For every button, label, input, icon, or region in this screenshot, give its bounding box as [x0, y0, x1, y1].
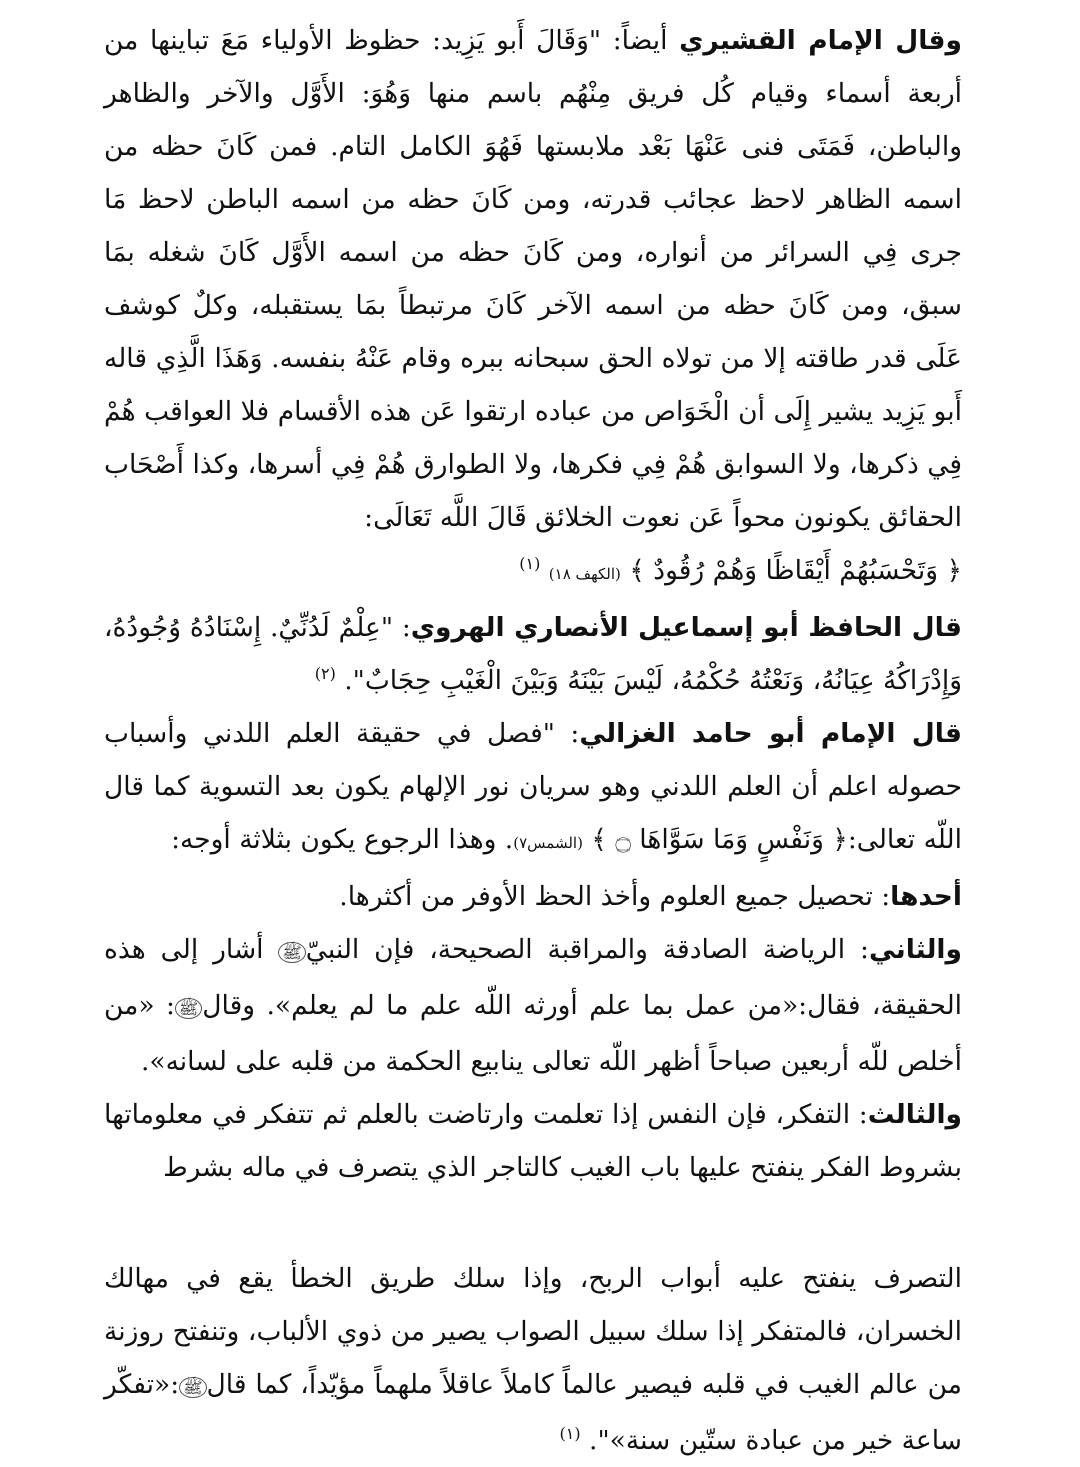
first-lead: أحدها — [890, 881, 962, 912]
third-text: : التفكر، فإن النفس إذا تعلمت وارتاضت بالعلم ثم تتفكر في معلوماتها بشروط الفكر ينفتح عليها باب الغيب كالتاجر الذي يتصرف في ماله بشرط — [104, 1099, 962, 1183]
salutation-icon: ﷺ — [278, 942, 305, 963]
salutation-icon: ﷺ — [175, 998, 202, 1019]
second-text-a: : الرياضة الصادقة والمراقبة الصحيحة، فإن النبيّ — [305, 934, 869, 965]
third-way-paragraph — [104, 1088, 962, 1194]
second-way-paragraph — [104, 923, 962, 1088]
first-way-paragraph — [104, 870, 962, 923]
harawi-text: : "عِلْمٌ لَدُنِّيٌ. إِسْنَادُهُ وُجُودُهُ، وَإِدْرَاكُهُ عِيَانُهُ، وَنَعْتُهُ حُكْمُهُ، لَيْسَ بَيْنَهُ وَبَيْنَ الْغَيْبِ حِجَابٌ". — [104, 612, 962, 696]
kahf-verse-ref: (الكهف ١٨) — [548, 565, 621, 583]
ghazali-lead: قال الإمام أبو حامد الغزالي — [579, 718, 963, 749]
ghazali-after: . وهذا الرجوع يكون بثلاثة أوجه: — [171, 824, 514, 855]
shams-verse: ﴿ وَنَفْسٍ وَمَا سَوَّاهَا ۝ ﴾ — [591, 824, 848, 855]
harawi-lead: قال الحافظ أبو إسماعيل الأنصاري الهروي — [410, 612, 962, 643]
continuation-text-a: التصرف ينفتح عليه أبواب الربح، وإذا سلك طريق الخطأ يقع في مهالك الخسران، فالمتفكر إذا سلك سبيل الصواب يصير من ذوي الألباب، وتنفتح روزنة من عالم الغيب في قلبه فيصير عالماً كاملاً عاقلاً ملهماً مؤيّداً، كما قال — [104, 1263, 962, 1400]
ghazali-paragraph — [104, 707, 962, 870]
shams-verse-ref: (الشمس٧) — [513, 834, 583, 852]
third-lead: والثالث — [867, 1099, 962, 1130]
kahf-verse: ﴿ وَتَحْسَبُهُمْ أَيْقَاظًا وَهُمْ رُقُودٌ ﴾ — [629, 555, 962, 586]
qushayri-footnote: (١) — [519, 554, 541, 574]
second-text-c: : «من أخلص للّه أربعين صباحاً أظهر اللّه تعالى ينابيع الحكمة من قلبه على لسانه». — [104, 990, 962, 1077]
qushayri-lead: وقال الإمام القشيري — [679, 25, 963, 56]
continuation-footnote: (١) — [559, 1424, 581, 1444]
continuation-text-b: :«تفكّر ساعة خير من عبادة ستّين سنة»". — [104, 1369, 962, 1456]
second-lead: والثاني — [868, 934, 962, 965]
second-text-b: أشار إلى هذه الحقيقة، فقال:«من عمل بما علم أورثه اللّه علم ما لم يعلم». وقال — [104, 934, 963, 1021]
ghazali-text: : "فصل في حقيقة العلم اللدني وأسباب حصوله اعلم أن العلم اللدني وهو سريان نور الإلهام يكون بعد التسوية كما قال اللّه تعالى: — [104, 718, 962, 855]
first-text: : تحصيل جميع العلوم وأخذ الحظ الأوفر من أكثرها. — [339, 881, 891, 912]
salutation-icon: ﷺ — [179, 1377, 206, 1398]
qushayri-paragraph — [104, 14, 962, 601]
harawi-paragraph — [104, 601, 962, 707]
qushayri-text: أيضاً: "وَقَالَ أَبو يَزِيد: حظوظ الأولياء مَعَ تباينها من أربعة أسماء وقيام كُل فريق مِنْهُم باسم منها وَهُوَ: الأَوَّل والآخر والظاهر والباطن، فَمَتَى فنى عَنْهَا بَعْد ملابستها فَهُوَ الكامل التام. فمن كَانَ حظه من اسمه الظاهر لاحظ عجائب قدرته، ومن كَانَ حظه من اسمه الباطن لاحظ مَا جرى فِي السرائر من أنواره، ومن كَانَ حظه من اسمه الأَوَّل كَانَ شغله بمَا سبق، ومن كَانَ حظه من اسمه الآخر كَانَ مرتبطاً بمَا يستقبله، وكلٌ كوشف عَلَى قدر طاقته إلا من تولاه الحق سبحانه ببره وقام عَنْهُ بنفسه. وَهَذَا الَّذِي قاله أَبو يَزِيد يشير إِلَى أن الْخَوَاص من عباده ارتقوا عَن هذه الأقسام فلا العواقب هُمْ فِي ذكرها، ولا السوابق هُمْ فِي فكرها، ولا الطوارق هُمْ فِي أسرها، وكذا أَصْحَاب الحقائق يكونون محواً عَن نعوت الخلائق قَالَ اللَّه تَعَالَى: — [104, 25, 962, 533]
continuation-paragraph — [104, 1252, 962, 1467]
page-break-gap — [104, 1194, 962, 1252]
harawi-footnote: (٢) — [314, 664, 336, 684]
